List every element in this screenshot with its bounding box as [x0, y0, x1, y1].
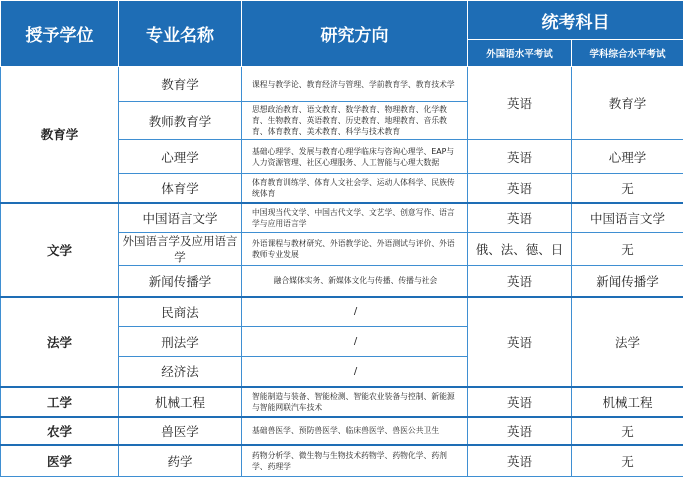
category-cell: 法学 [1, 297, 119, 387]
direction-cell: 外语课程与教材研究、外语教学论、外语测试与评价、外语教师专业发展 [242, 233, 468, 266]
table-row [1, 387, 683, 417]
comprehensive-cell: 心理学 [572, 140, 683, 174]
table-row [1, 445, 683, 477]
direction-cell: 基础兽医学、预防兽医学、临床兽医学、兽医公共卫生 [242, 417, 468, 445]
direction-cell: 思想政治教育、语文教育、数学教育、物理教育、化学教育、生物教育、英语教育、历史教育、地理教育、音乐教育、体育教育、美术教育、科学与技术教育 [242, 102, 468, 140]
major-cell: 刑法学 [119, 327, 242, 357]
comprehensive-cell: 法学 [572, 297, 683, 387]
table-row [1, 417, 683, 445]
foreign-cell: 英语 [468, 445, 572, 477]
table-row [1, 67, 683, 102]
major-cell: 教师教育学 [119, 102, 242, 140]
foreign-cell: 英语 [468, 417, 572, 445]
foreign-cell: 英语 [468, 67, 572, 140]
direction-cell: 课程与教学论、教育经济与管理、学前教育学、教育技术学 [242, 67, 468, 102]
major-cell: 机械工程 [119, 387, 242, 417]
comprehensive-cell: 无 [572, 174, 683, 203]
direction-cell: / [242, 327, 468, 357]
direction-cell: 融合媒体实务、新媒体文化与传播、传播与社会 [242, 266, 468, 297]
direction-cell: 中国现当代文学、中国古代文学、文艺学、创意写作、语言学与应用语言学 [242, 203, 468, 233]
comprehensive-cell: 中国语言文学 [572, 203, 683, 233]
foreign-cell: 英语 [468, 174, 572, 203]
category-cell: 教育学 [1, 67, 119, 203]
comprehensive-cell: 无 [572, 417, 683, 445]
foreign-cell: 英语 [468, 387, 572, 417]
header-direction: 研究方向 [242, 1, 468, 67]
header-category: 授予学位 [1, 1, 119, 67]
major-cell: 民商法 [119, 297, 242, 327]
comprehensive-cell: 新闻传播学 [572, 266, 683, 297]
major-cell: 教育学 [119, 67, 242, 102]
direction-cell: 智能制造与装备、智能检测、智能农业装备与控制、新能源与智能网联汽车技术 [242, 387, 468, 417]
foreign-cell: 英语 [468, 297, 572, 387]
header-exam: 统考科目 [468, 1, 683, 40]
major-cell: 药学 [119, 445, 242, 477]
comprehensive-cell: 无 [572, 445, 683, 477]
major-cell: 新闻传播学 [119, 266, 242, 297]
direction-cell: 药物分析学、微生物与生物技术药物学、药物化学、药剂学、药理学 [242, 445, 468, 477]
header-major: 专业名称 [119, 1, 242, 67]
foreign-cell: 英语 [468, 266, 572, 297]
category-cell: 农学 [1, 417, 119, 445]
direction-cell: / [242, 297, 468, 327]
major-cell: 中国语言文学 [119, 203, 242, 233]
comprehensive-cell: 无 [572, 233, 683, 266]
comprehensive-cell: 教育学 [572, 67, 683, 140]
major-cell: 兽医学 [119, 417, 242, 445]
direction-cell: / [242, 357, 468, 387]
table-row [1, 297, 683, 327]
foreign-cell: 英语 [468, 140, 572, 174]
direction-cell: 基础心理学、发展与教育心理学临床与咨询心理学、EAP与人力资源管理、社区心理服务、人工智能与心理大数据 [242, 140, 468, 174]
major-cell: 心理学 [119, 140, 242, 174]
category-cell: 文学 [1, 203, 119, 297]
category-cell: 工学 [1, 387, 119, 417]
major-cell: 经济法 [119, 357, 242, 387]
major-cell: 外国语言学及应用语言学 [119, 233, 242, 266]
foreign-cell: 英语 [468, 203, 572, 233]
table-row [1, 203, 683, 233]
comprehensive-cell: 机械工程 [572, 387, 683, 417]
major-cell: 体育学 [119, 174, 242, 203]
header-foreign: 外国语水平考试 [468, 40, 572, 67]
header-comprehensive: 学科综合水平考试 [572, 40, 683, 67]
direction-cell: 体育教育训练学、体育人文社会学、运动人体科学、民族传统体育 [242, 174, 468, 203]
category-cell: 医学 [1, 445, 119, 477]
foreign-cell: 俄、法、德、日 [468, 233, 572, 266]
